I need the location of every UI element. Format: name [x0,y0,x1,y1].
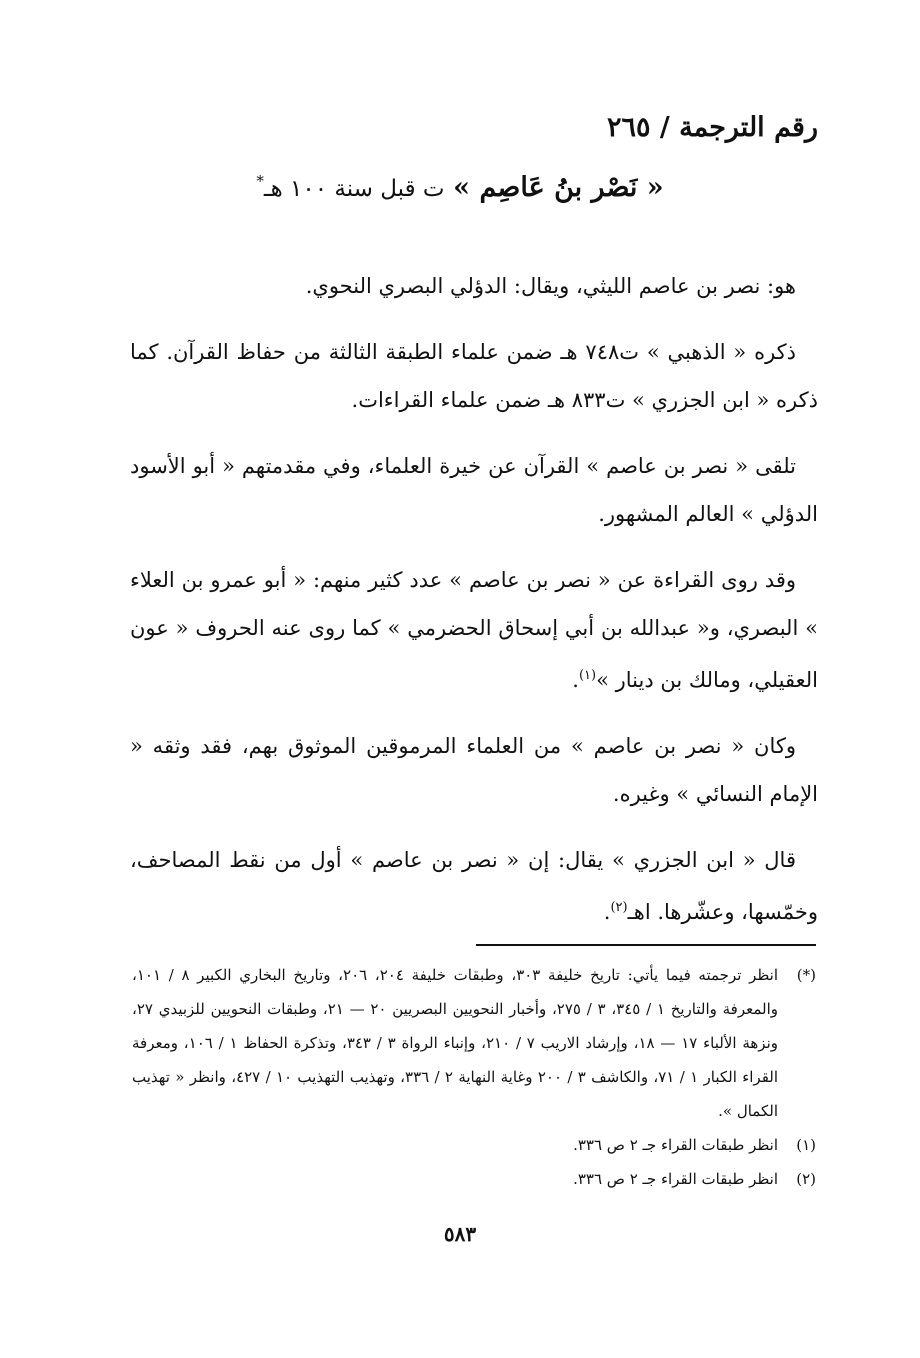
footnote-text: انظر طبقات القراء جـ ٢ ص ٣٣٦. [573,1170,778,1188]
paragraph-reliability: وكان « نصر بن عاصم » من العلماء المرموقين الموثوق بهم، فقد وثقه « الإمام النسائي » وغيره. [130,734,818,806]
footnotes [132,958,816,1196]
footnote-text: انظر طبقات القراء جـ ٢ ص ٣٣٦. [573,1136,778,1154]
footnote-marker: (١) [796,1136,816,1154]
students-text: وقد روى القراءة عن « نصر بن عاصم » عدد كثير منهم: « أبو عمرو بن العلاء » البصري، و« عبدالله بن أبي إسحاق الحضرمي » كما روى عنه الحروف « عون العقيلي، ومالك بن دينار » [130,568,818,692]
paragraph-mushaf-dotting: قال « ابن الجزري » يقال: إن « نصر بن عاصم » أول من نقط المصاحف، وخمّسها، وعشّرها. اهـ$^{(٢)}$. [130,848,818,924]
footnote-2 [132,1162,816,1196]
paragraph-mentions: ذكره « الذهبي » ت٧٤٨ هـ ضمن علماء الطبقة الثالثة من حفاظ القرآن. كما ذكره « ابن الجزري » ت٨٣٣ هـ ضمن علماء القراءات. [130,340,818,412]
paragraph-students: وقد روى القراءة عن « نصر بن عاصم » عدد كثير منهم: « أبو عمرو بن العلاء » البصري، و« عبدالله بن أبي إسحاق الحضرمي » كما روى عنه الحروف « عون العقيلي، ومالك بن دينار »$^{(١)}$. [130,568,818,692]
footnote-1 [132,1128,816,1162]
entry-body [130,262,818,954]
entry-death-date: ت قبل سنة ١٠٠ هـ [263,176,445,202]
footnote-ref-2: (٢) [610,900,628,915]
footnote-marker: (٢) [796,1170,816,1188]
paragraph-identity: هو: نصر بن عاصم الليثي، ويقال: الدؤلي البصري النحوي. [305,274,796,298]
title-footnote-marker: * [256,172,264,190]
entry-title [0,172,920,203]
footnote-text: انظر ترجمته فيما يأتي: تاريخ خليفة ٣٠٣، وطبقات خليفة ٢٠٤، ٢٠٦، وتاريخ البخاري الكبير ٨ / ١٠١، والمعرفة والتاريخ ١ / ٣٤٥، ٣ / ٢٧٥، وأخبار النحويين البصريين ٢٠ — ٢١، وطبقات النحويين للزبيدي ٢٧، ونزهة الألباء ١٧ — ١٨، وإرشاد الاريب ٧ / ٢١٠، وإنباء الرواة ٣ / ٣٤٣، وتذكرة الحفاظ ١ / ١٠٦، ومعرفة القراء الكبار ١ / ٧١، والكاشف ٣ / ٢٠٠ وغاية النهاية ٢ / ٣٣٦، وتهذيب التهذيب ١٠ / ٤٢٧، وانظر « تهذيب الكمال ». [132,966,779,1120]
footnote-ref-1: (١) [578,668,597,683]
entry-name: « نَصْر بنُ عَاصِم » [453,172,664,203]
mushaf-dotting-text: قال « ابن الجزري » يقال: إن « نصر بن عاصم » أول من نقط المصاحف، وخمّسها، وعشّرها. اهـ [130,848,818,924]
paragraph-teachers: تلقى « نصر بن عاصم » القرآن عن خيرة العلماء، وفي مقدمتهم « أبو الأسود الدؤلي » العالم المشهور. [130,454,818,526]
entry-number: رقم الترجمة / ٢٦٥ [606,112,818,143]
footnote-marker: (*) [796,966,816,984]
footnote-divider [476,944,816,946]
page-number: ٥٨٣ [443,1222,477,1246]
footnote-sources [132,958,816,1128]
